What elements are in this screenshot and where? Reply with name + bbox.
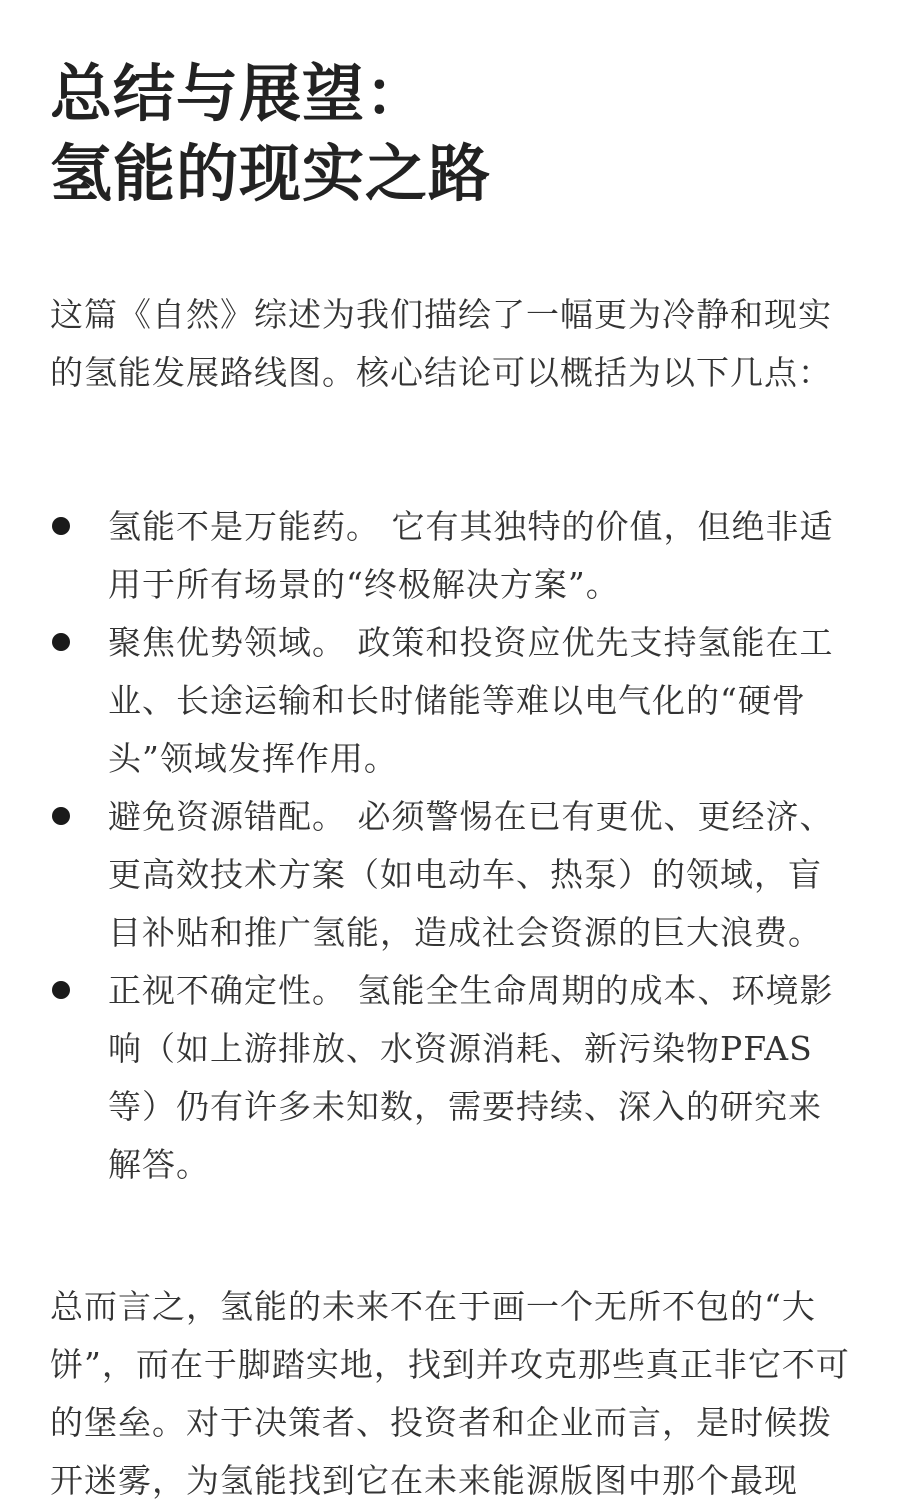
intro-paragraph: 这篇《自然》综述为我们描绘了一幅更为冷静和现实的氢能发展路线图。核心结论可以概括为以下几点：	[50, 295, 832, 392]
list-item	[50, 614, 850, 788]
point-text: 政策和投资应优先支持氢能在工业、长途运输和长时储能等难以电气化的“硬骨头”领域发挥作用。	[108, 623, 834, 778]
bullet-icon	[52, 517, 70, 535]
bullet-icon	[52, 807, 70, 825]
page-title	[50, 54, 850, 214]
list-item	[50, 498, 850, 614]
title-line-1: 总结与展望：	[50, 57, 429, 130]
point-lead: 氢能不是万能药。	[108, 507, 380, 546]
point-lead: 聚焦优势领域。	[108, 623, 346, 662]
conclusion-paragraph: 总而言之，氢能的未来不在于画一个无所不包的“大饼”，而在于脚踏实地，找到并攻克那些真正非它不可的堡垒。对于决策者、投资者和企业而言，是时候拨开迷雾，为氢能找到它在未来能源版图中那个最现	[50, 1287, 850, 1500]
title-line-2: 氢能的现实之路	[50, 137, 492, 210]
list-item	[50, 962, 850, 1194]
list-item	[50, 788, 850, 962]
point-text: 必须警惕在已有更优、更经济、更高效技术方案（如电动车、热泵）的领域，盲目补贴和推广氢能，造成社会资源的巨大浪费。	[108, 797, 834, 952]
point-text: 氢能全生命周期的成本、环境影响（如上游排放、水资源消耗、新污染物PFAS等）仍有许多未知数，需要持续、深入的研究来解答。	[108, 971, 834, 1184]
bullet-icon	[52, 633, 70, 651]
point-lead: 正视不确定性。	[108, 971, 346, 1010]
point-lead: 避免资源错配。	[108, 797, 346, 836]
key-points-list	[50, 498, 850, 1194]
bullet-icon	[52, 981, 70, 999]
point-text: 它有其独特的价值，但绝非适用于所有场景的“终极解决方案”。	[108, 507, 834, 604]
